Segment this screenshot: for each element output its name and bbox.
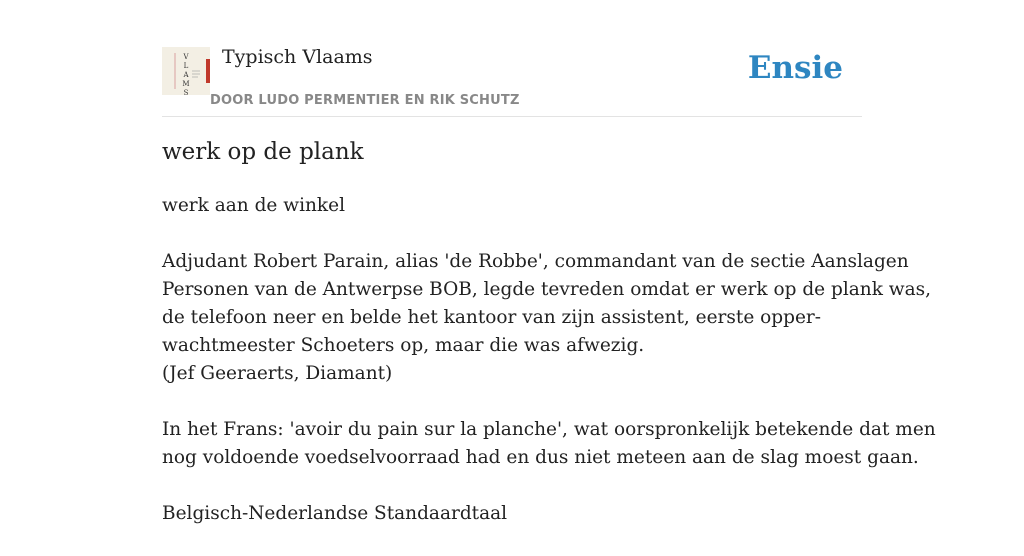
entry-quote — [162, 248, 932, 388]
category-label: Belgisch-Nederlandse Standaardtaal — [162, 503, 508, 524]
ensie-logo-link[interactable]: Ensie — [747, 50, 843, 86]
source-title[interactable]: Typisch Vlaams — [222, 46, 373, 68]
quote-line: Personen van de Antwerpse BOB, legde tevreden omdat er werk op de plank was, — [162, 279, 932, 300]
entry-french-note — [162, 416, 936, 472]
entry-category — [162, 500, 867, 528]
definition-line: werk aan de winkel — [162, 195, 345, 216]
author-line: DOOR LUDO PERMENTIER EN RIK SCHUTZ — [210, 93, 520, 108]
avatar-letter-v: V — [183, 53, 189, 61]
page-container — [162, 0, 936, 524]
book-cover-icon — [162, 47, 210, 95]
quote-line: Adjudant Robert Parain, alias 'de Robbe', commandant van de sectie Aanslagen — [162, 251, 909, 272]
entry-body — [162, 192, 936, 556]
quote-line: wachtmeester Schoeters op, maar die was afwezig. — [162, 335, 645, 356]
quote-source: (Jef Geeraerts, Diamant) — [162, 363, 393, 384]
avatar-letter-a: A — [183, 71, 189, 79]
avatar-letter-s: S — [183, 89, 189, 97]
quote-line: de telefoon neer en belde het kantoor van zijn assistent, eerste opper- — [162, 307, 822, 328]
french-note-line: nog voldoende voedselvoorraad had en dus niet meteen aan de slag moest gaan. — [162, 447, 919, 468]
french-note-line: In het Frans: 'avoir du pain sur la planche', wat oorspronkelijk betekende dat men — [162, 419, 936, 440]
book-cover-avatar[interactable] — [162, 47, 210, 95]
avatar-letter-l: L — [183, 62, 189, 70]
entry-definition — [162, 192, 867, 220]
page-header — [162, 0, 862, 117]
entry-title: werk op de plank — [162, 139, 364, 165]
avatar-letter-m: M — [182, 80, 190, 88]
